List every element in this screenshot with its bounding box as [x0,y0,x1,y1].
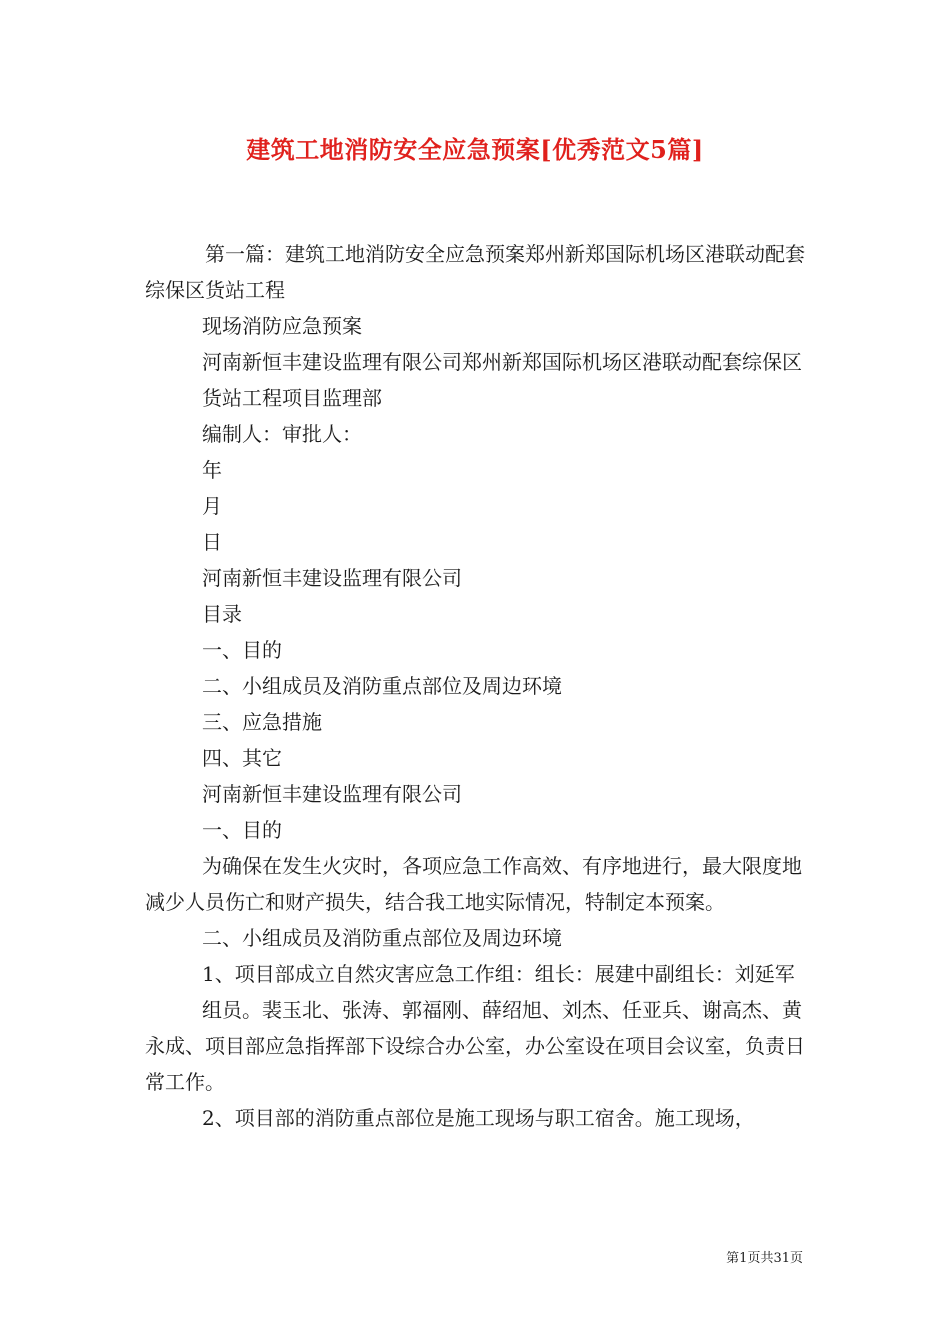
paragraph: 四、其它 [202,746,282,770]
paragraph: 第一篇：建筑工地消防安全应急预案郑州新郑国际机场区港联动配套综保区货站工程 [145,242,805,302]
paragraph: 年 [202,458,222,482]
paragraph: 一、目的 [202,638,282,662]
paragraph: 河南新恒丰建设监理有限公司 [202,782,462,806]
paragraph: 编制人：审批人： [202,422,362,446]
paragraph: 河南新恒丰建设监理有限公司 [202,566,462,590]
paragraph: 组员。裴玉北、张涛、郭福刚、薛绍旭、刘杰、任亚兵、谢高杰、黄永成、项目部应急指挥部下设综合办公室，办公室设在项目会议室，负责日常工作。 [145,998,805,1094]
paragraph: 1、项目部成立自然灾害应急工作组：组长：展建中副组长：刘延军 [202,962,795,986]
paragraph: 河南新恒丰建设监理有限公司郑州新郑国际机场区港联动配套综保区货站工程项目监理部 [202,350,802,410]
paragraph: 二、小组成员及消防重点部位及周边环境 [202,674,562,698]
page-number-footer: 第1页共31页 [726,1251,803,1266]
paragraph: 2、项目部的消防重点部位是施工现场与职工宿舍。施工现场， [202,1106,755,1130]
paragraph: 三、应急措施 [202,710,322,734]
paragraph: 为确保在发生火灾时，各项应急工作高效、有序地进行，最大限度地减少人员伤亡和财产损失，结合我工地实际情况，特制定本预案。 [145,854,802,914]
document-body [145,236,810,1136]
paragraph: 月 [202,494,222,518]
paragraph: 现场消防应急预案 [202,314,362,338]
document-title: 建筑工地消防安全应急预案[优秀范文5篇] [246,135,704,164]
paragraph: 二、小组成员及消防重点部位及周边环境 [202,926,562,950]
paragraph: 一、目的 [202,818,282,842]
paragraph: 目录 [202,602,242,626]
paragraph: 日 [202,530,222,554]
